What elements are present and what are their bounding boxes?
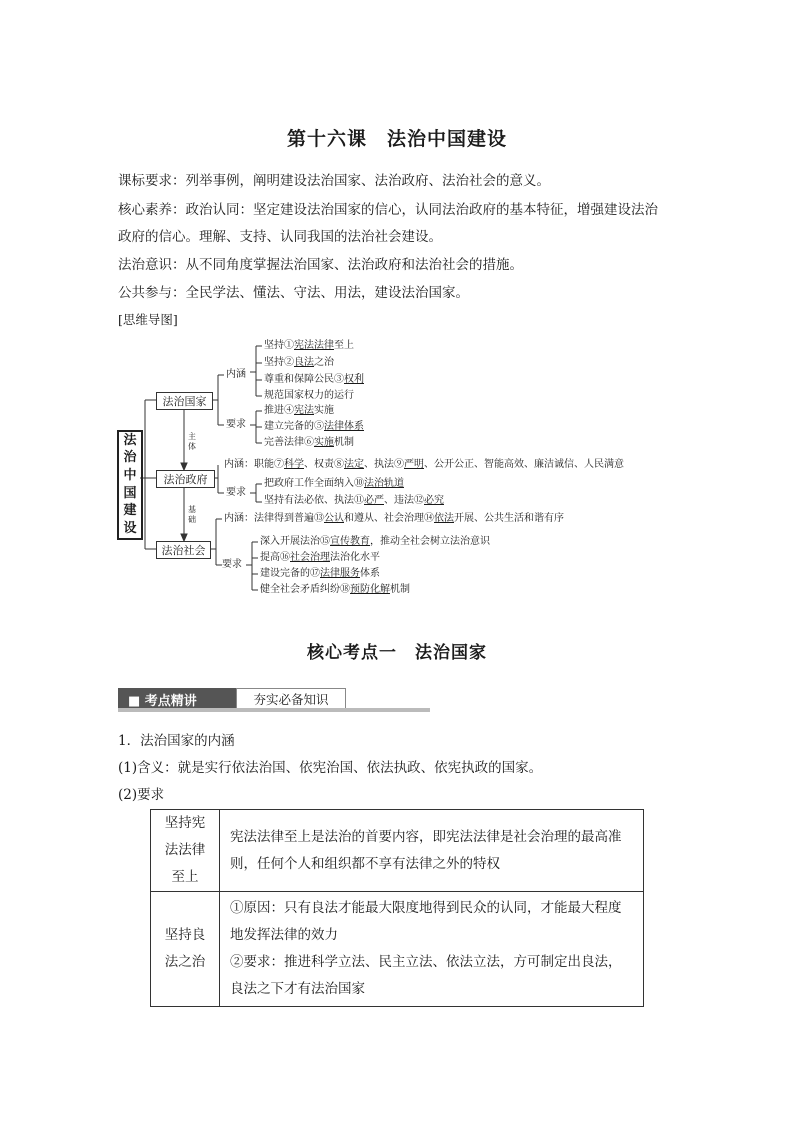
text: 完善法律⑥ [264, 437, 314, 448]
answer: 依法 [434, 513, 454, 524]
text: 内涵：法律得到普遍⑬ [224, 513, 324, 524]
relation-foundation-label: 基础 [188, 505, 196, 524]
text: 坚持① [264, 340, 294, 351]
answer: 法律服务 [320, 568, 360, 579]
table-row-header [151, 810, 220, 892]
table-cell [220, 892, 644, 1007]
relation-subject-label: 主体 [188, 432, 196, 451]
state-item-2 [264, 357, 334, 369]
definition-paragraph: (1)含义：就是实行依法治国、依宪治国、依法执政、依宪执政的国家。 [118, 760, 543, 776]
text: 开展、公共生活和谐有序 [454, 513, 564, 524]
section-title: 核心考点一 法治国家 [307, 643, 487, 663]
state-req-3 [264, 437, 354, 449]
text: 建设完备的⑰ [260, 568, 320, 579]
answer: 法定 [344, 459, 364, 470]
gov-req-1 [264, 478, 404, 490]
text: 、权责⑧ [304, 459, 344, 470]
text: 坚持② [264, 357, 294, 368]
banner-underline [118, 708, 430, 712]
society-req-3 [260, 568, 380, 580]
node-rule-of-law-state: 法治国家 [156, 392, 213, 410]
curriculum-standard: 课标要求：列举事例，阐明建设法治国家、法治政府、法治社会的意义。 [118, 173, 550, 189]
answer: 严明 [404, 459, 424, 470]
text: 机制 [334, 437, 354, 448]
text: 之治 [314, 357, 334, 368]
table-row-header [151, 892, 220, 1007]
text: 健全社会矛盾纠纷⑱ [260, 584, 350, 595]
text: 坚持有法必依、执法⑪ [264, 495, 364, 506]
key-point-banner [118, 688, 430, 712]
text: 内涵：职能⑦ [224, 459, 284, 470]
answer: 必究 [424, 495, 444, 506]
answer: 良法 [294, 357, 314, 368]
requirements-table [150, 809, 644, 1007]
table-row [151, 892, 644, 1007]
mindmap-label: [思维导图] [118, 312, 178, 327]
requirements-label: (2)要求 [118, 787, 165, 803]
gov-connotation [224, 459, 624, 471]
text: 、公开公正、智能高效、廉洁诚信、人民满意 [424, 459, 624, 470]
text: 深入开展法治⑮ [260, 536, 330, 547]
state-req-2 [264, 421, 364, 433]
text: 至上 [334, 340, 354, 351]
text: 和遵从、社会治理⑭ [344, 513, 434, 524]
answer: 社会治理 [290, 552, 330, 563]
text: 提高⑯ [260, 552, 290, 563]
gov-req-2 [264, 495, 444, 507]
banner-dark-label: ■ 考点精讲 [118, 688, 236, 710]
root-char: 中 [123, 468, 137, 484]
text: 、违法⑫ [384, 495, 424, 506]
text: 推进④ [264, 405, 294, 416]
answer: 法治轨道 [364, 478, 404, 489]
text: 建立完备的⑤ [264, 421, 324, 432]
state-item-3 [264, 374, 364, 386]
text: 机制 [390, 584, 410, 595]
banner-light-label: 夯实必备知识 [236, 688, 346, 710]
answer: 实施 [314, 437, 334, 448]
society-requirement-label: 要求 [222, 559, 242, 570]
text: 、执法⑨ [364, 459, 404, 470]
header-line: 至上 [171, 869, 199, 885]
header-line: 坚持良 [164, 927, 206, 943]
header-line: 法法律 [164, 842, 206, 858]
state-connotation-label: 内涵 [226, 369, 246, 380]
header-line: 法之治 [164, 954, 206, 970]
answer: 宣传教育 [330, 536, 370, 547]
requirement-text: ②要求：推进科学立法、民主立法、依法立法，方可制定出良法，良法之下才有法治国家 [230, 954, 622, 997]
public-participation: 公共参与：全民学法、懂法、守法、用法，建设法治国家。 [118, 285, 469, 301]
core-literacy-line-2: 政府的信心。理解、支持、认同我国的法治社会建设。 [118, 229, 442, 245]
text: 把政府工作全面纳入⑩ [264, 478, 364, 489]
society-connotation [224, 513, 564, 525]
answer: 科学 [284, 459, 304, 470]
root-char: 国 [123, 485, 137, 501]
state-requirement-label: 要求 [226, 419, 246, 430]
text: ，推动全社会树立法治意识 [370, 536, 490, 547]
table-row [151, 810, 644, 892]
answer: 法律体系 [324, 421, 364, 432]
root-char: 治 [123, 450, 137, 466]
answer: 宪法法律 [294, 340, 334, 351]
root-char: 建 [123, 503, 137, 519]
node-rule-of-law-government: 法治政府 [156, 470, 215, 488]
society-req-1 [260, 536, 490, 548]
society-req-4 [260, 584, 410, 596]
header-line: 坚持宪 [164, 815, 206, 831]
answer: 权利 [344, 374, 364, 385]
answer: 必严 [364, 495, 384, 506]
text: 实施 [314, 405, 334, 416]
node-rule-of-law-society: 法治社会 [156, 541, 211, 559]
root-char: 法 [123, 432, 137, 448]
text: 法治化水平 [330, 552, 380, 563]
root-char: 设 [123, 521, 137, 537]
state-req-1 [264, 405, 334, 417]
reason-text: ①原因：只有良法才能最大限度地得到民众的认同，才能最大程度地发挥法律的效力 [230, 900, 622, 943]
gov-requirement-label: 要求 [226, 487, 246, 498]
text: 体系 [360, 568, 380, 579]
text: 尊重和保障公民③ [264, 374, 344, 385]
answer: 公认 [324, 513, 344, 524]
state-item-1 [264, 340, 354, 352]
core-literacy-line-1: 核心素养：政治认同：坚定建设法治国家的信心，认同法治政府的基本特征，增强建设法治 [118, 202, 658, 218]
state-item-4: 规范国家权力的运行 [264, 390, 354, 401]
society-req-2 [260, 552, 380, 564]
answer: 宪法 [294, 405, 314, 416]
mind-map-root [117, 430, 143, 540]
page-title: 第十六课 法治中国建设 [286, 128, 507, 150]
legal-awareness: 法治意识：从不同角度掌握法治国家、法治政府和法治社会的措施。 [118, 257, 523, 273]
subheading-1: 1．法治国家的内涵 [118, 733, 235, 749]
answer: 预防化解 [350, 584, 390, 595]
table-cell: 宪法法律至上是法治的首要内容，即宪法法律是社会治理的最高准则，任何个人和组织都不享有法律之外的特权 [220, 810, 644, 892]
